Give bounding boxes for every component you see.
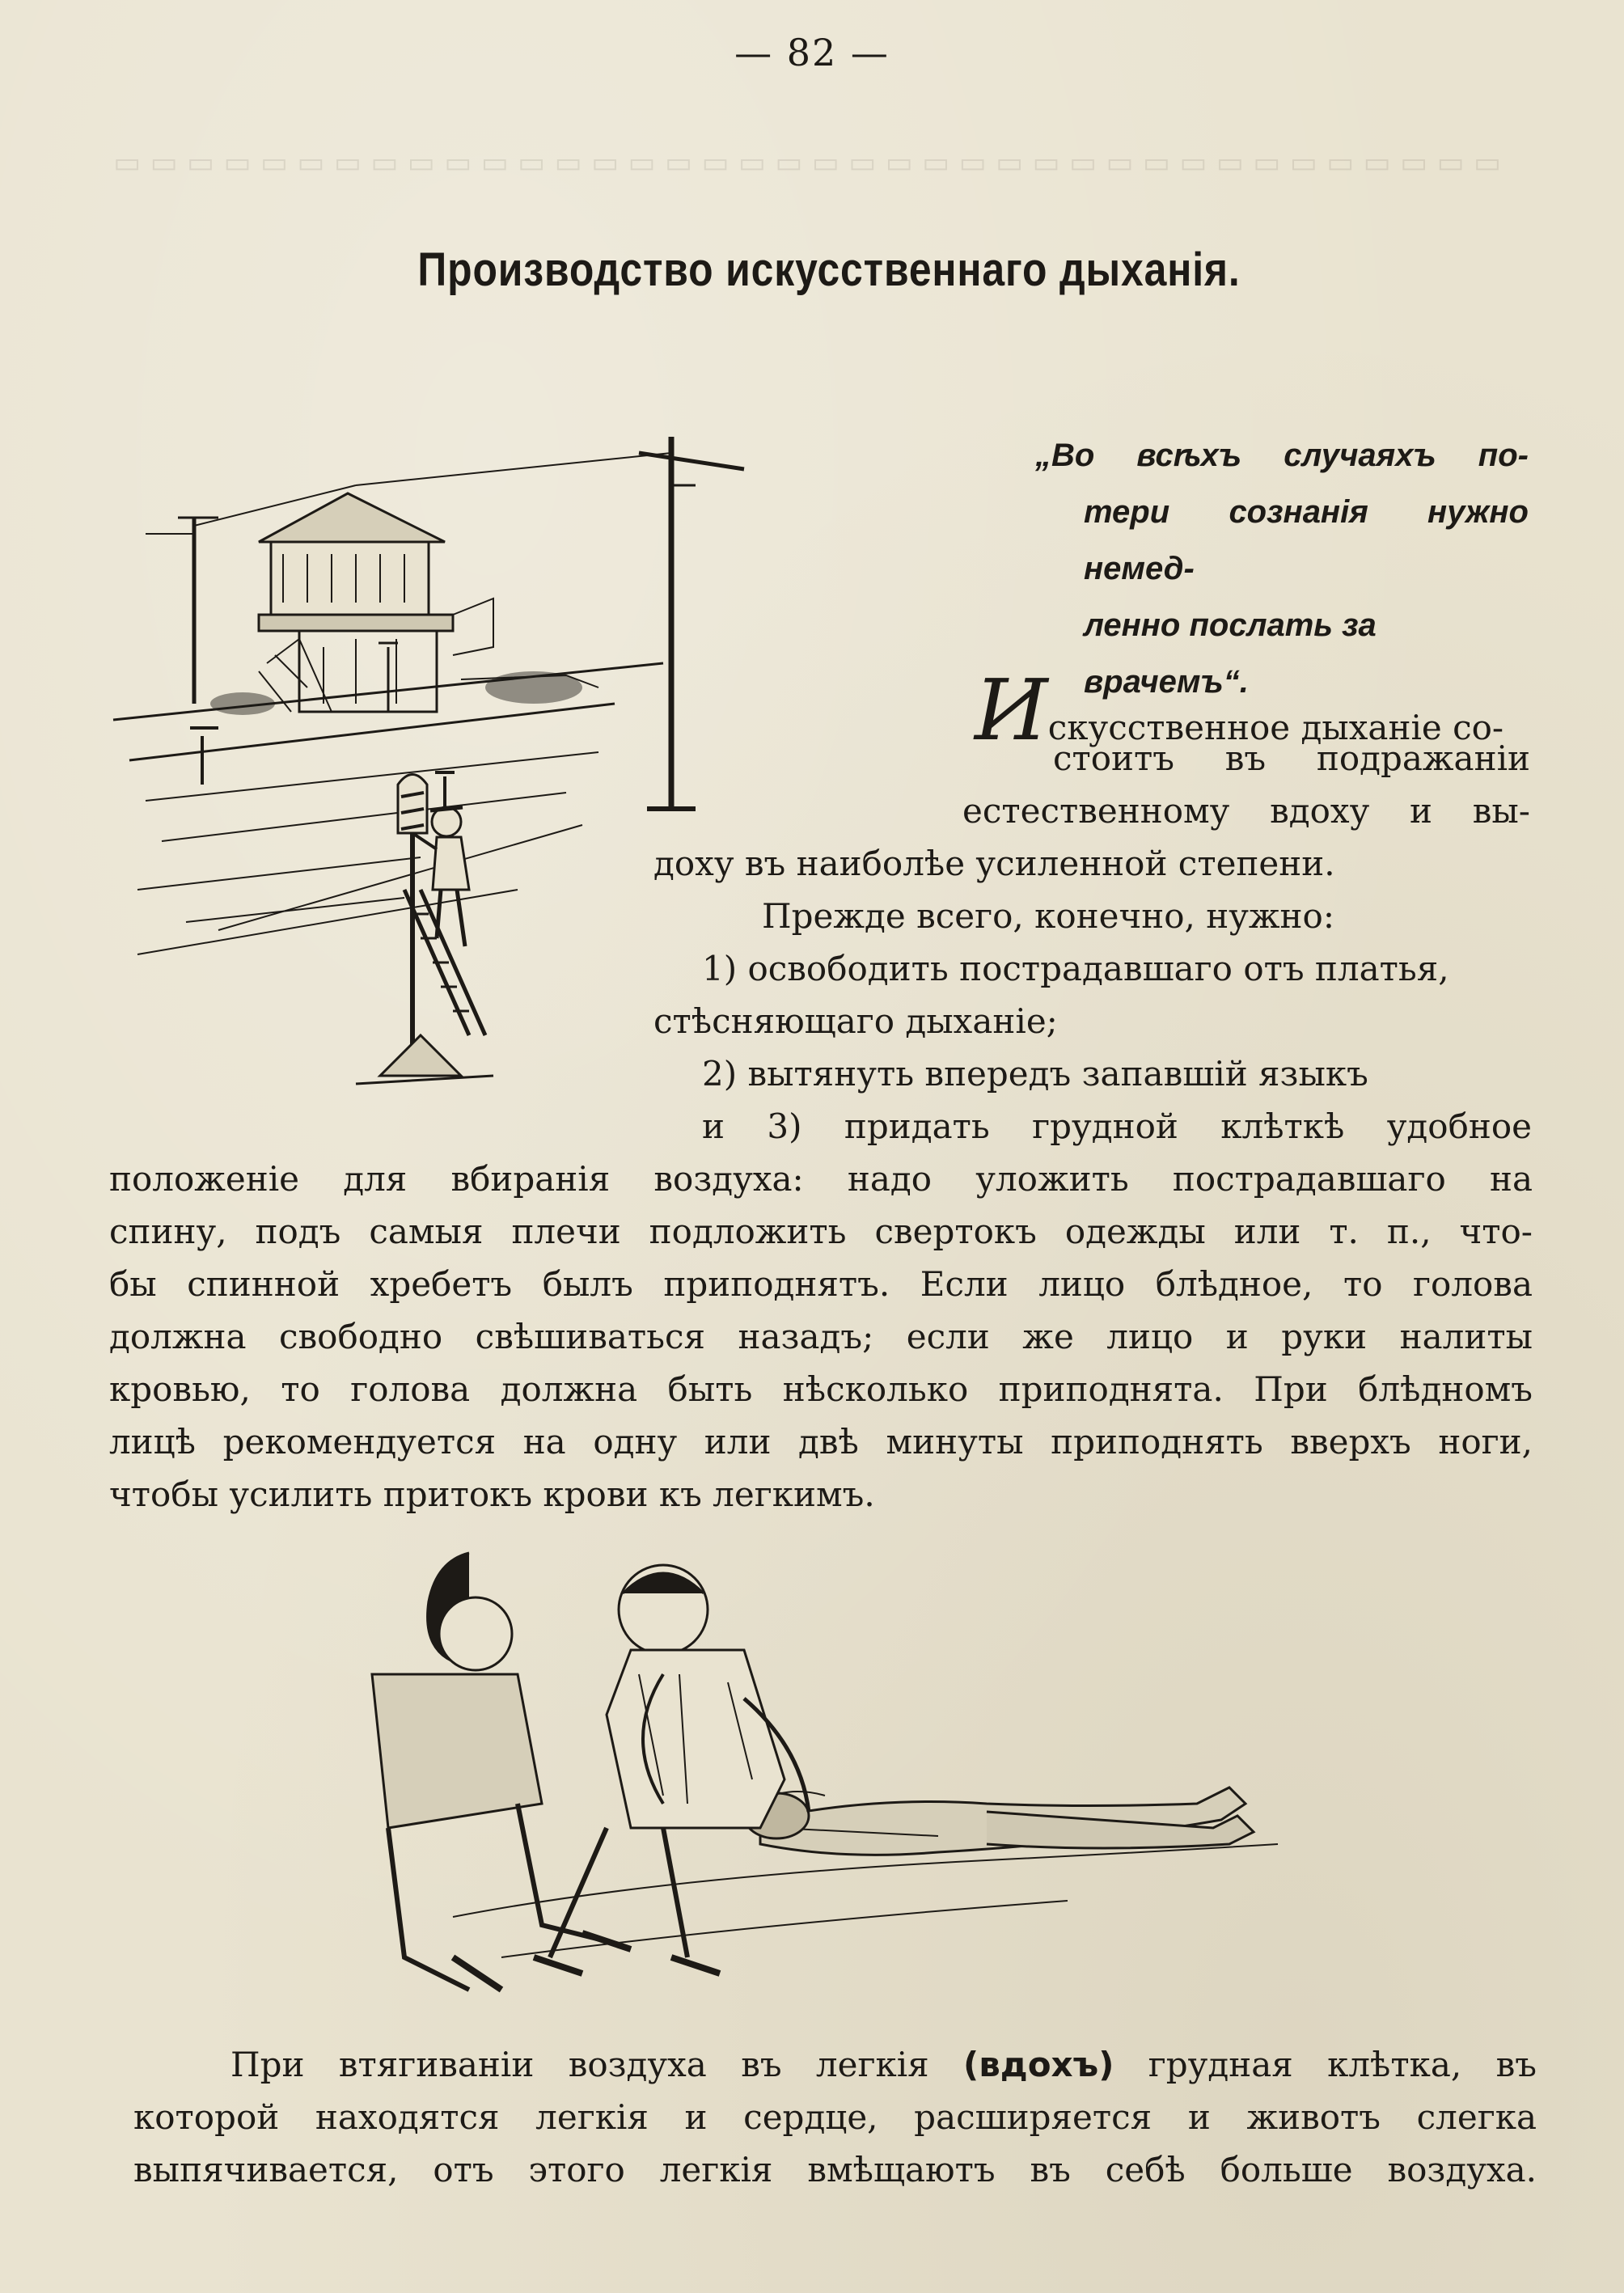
caption-text: При втягиваніи воздуха въ легкія — [230, 2045, 929, 2084]
artificial-respiration-illustration — [421, 1537, 1294, 2014]
drop-cap: И — [975, 661, 1048, 759]
body-paragraph — [109, 1153, 1533, 1521]
caption-bold-term: (вдохъ) — [963, 2045, 1114, 2084]
body-line: и 3) придать грудной клѣткѣ удобное — [702, 1106, 1532, 1146]
caption-text: грудная клѣтка, въ — [1148, 2045, 1537, 2084]
figure-caption — [133, 2038, 1537, 2196]
caption-line: выпячивается, отъ этого легкія вмѣщаютъ въ себѣ больше воздуха. — [133, 2150, 1537, 2189]
quote-line: „Во всѣхъ случаяхъ по- — [1035, 438, 1529, 473]
body-line: 2) вытянуть впередъ запавшій языкъ — [702, 1054, 1368, 1094]
body-line: спину, подъ самыя плечи подложить свертокъ одежды или т. п., что- — [109, 1212, 1533, 1251]
body-line: стѣсняющаго дыханіе; — [653, 1001, 1058, 1041]
bleed-through-text: ▭ ▭ ▭ ▭ ▭ ▭ ▭ ▭ ▭ ▭ ▭ ▭ ▭ ▭ ▭ ▭ ▭ ▭ ▭ ▭ ▭ ▭ ▭ ▭ ▭ ▭ ▭ ▭ ▭ ▭ ▭ ▭ ▭ ▭ ▭ ▭ ▭ ▭ — [113, 146, 1501, 180]
body-line: естественному вдоху и вы- — [962, 791, 1530, 831]
body-line: доху въ наиболѣе усиленной степени. — [653, 844, 1335, 883]
page-number: — 82 — — [734, 31, 890, 74]
body-line: положеніе для вбиранія воздуха: надо уложить пострадавшаго на — [109, 1159, 1533, 1199]
body-line: должна свободно свѣшиваться назадъ; если же лицо и руки налиты — [109, 1317, 1533, 1356]
quote-line: тери сознанія нужно немед- — [1084, 494, 1529, 586]
body-line: стоитъ въ подражаніи — [1053, 738, 1530, 778]
caption-line — [133, 2038, 1537, 2091]
quote-line: ленно послать за врачемъ“. — [1084, 607, 1377, 700]
caption-line: которой находятся легкія и сердце, расширяется и животъ слегка — [133, 2097, 1537, 2137]
body-line: скусственное дыханіе со- — [1047, 708, 1504, 747]
body-line: 1) освободить пострадавшаго отъ платья, — [702, 949, 1449, 988]
page-title: Производство искусственнаго дыханія. — [417, 243, 1241, 296]
body-line: кровью, то голова должна быть нѣсколько приподнята. При блѣдномъ — [109, 1369, 1533, 1409]
body-line: чтобы усилить притокъ крови къ легкимъ. — [109, 1474, 875, 1514]
body-line: Прежде всего, конечно, нужно: — [762, 896, 1334, 936]
body-line: лицѣ рекомендуется на одну или двѣ минуты приподнять вверхъ ноги, — [109, 1422, 1533, 1462]
body-line: бы спинной хребетъ былъ приподнятъ. Если лицо блѣдное, то голова — [109, 1264, 1533, 1304]
